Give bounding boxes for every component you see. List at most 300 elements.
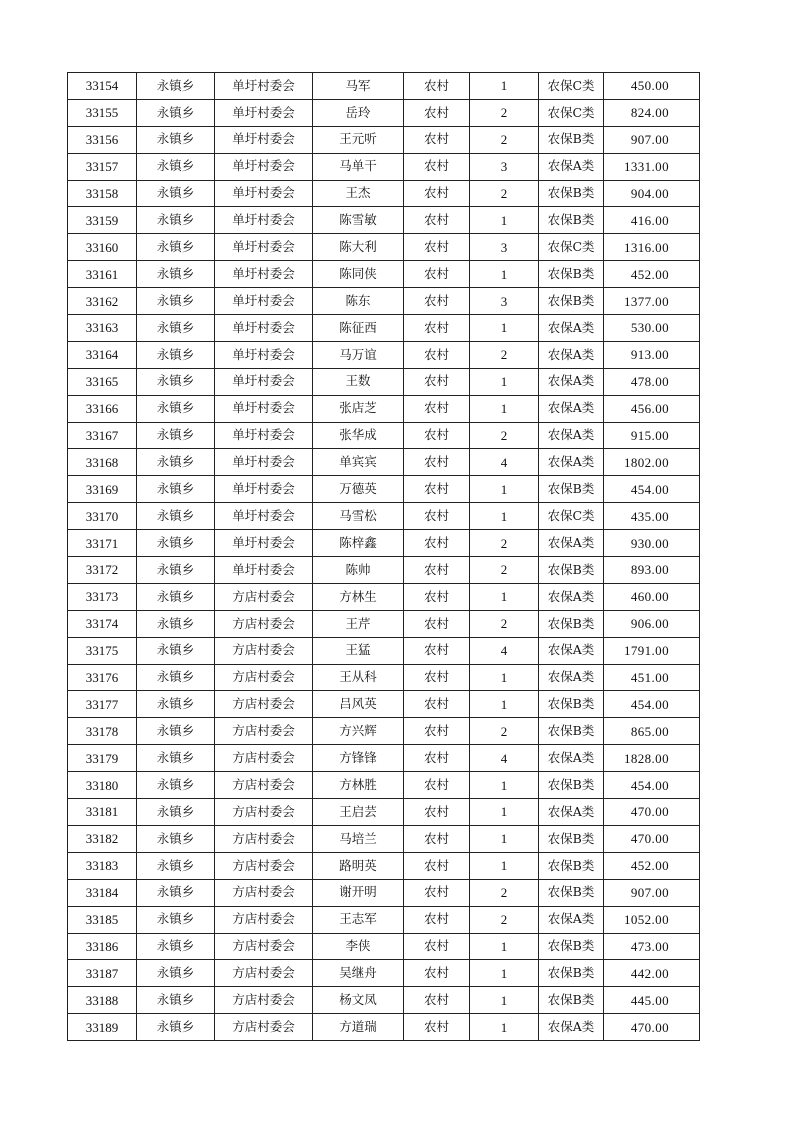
cell-record-id: 33179 (68, 745, 137, 772)
table-row (68, 906, 700, 933)
table-row (68, 422, 700, 449)
cell-family-size: 2 (470, 99, 539, 126)
cell-household-type: 农村 (404, 180, 470, 207)
cell-family-size: 1 (470, 664, 539, 691)
cell-person-name: 马军 (313, 73, 404, 100)
cell-village-committee: 单圩村委会 (215, 180, 313, 207)
cell-family-size: 1 (470, 261, 539, 288)
cell-person-name: 马万谊 (313, 341, 404, 368)
cell-household-type: 农村 (404, 341, 470, 368)
cell-person-name: 陈雪敏 (313, 207, 404, 234)
cell-township: 永镇乡 (137, 718, 215, 745)
cell-township: 永镇乡 (137, 610, 215, 637)
cell-township: 永镇乡 (137, 583, 215, 610)
cell-insurance-category: 农保A类 (539, 368, 604, 395)
cell-household-type: 农村 (404, 503, 470, 530)
cell-village-committee: 单圩村委会 (215, 234, 313, 261)
cell-amount: 1791.00 (604, 637, 700, 664)
cell-person-name: 王杰 (313, 180, 404, 207)
cell-township: 永镇乡 (137, 126, 215, 153)
cell-insurance-category: 农保B类 (539, 476, 604, 503)
cell-amount: 454.00 (604, 691, 700, 718)
cell-family-size: 1 (470, 207, 539, 234)
cell-township: 永镇乡 (137, 207, 215, 234)
cell-township: 永镇乡 (137, 1014, 215, 1041)
cell-village-committee: 方店村委会 (215, 583, 313, 610)
cell-insurance-category: 农保B类 (539, 691, 604, 718)
table-row (68, 1014, 700, 1041)
cell-insurance-category: 农保B类 (539, 879, 604, 906)
table-row (68, 288, 700, 315)
table-row (68, 799, 700, 826)
cell-insurance-category: 农保B类 (539, 933, 604, 960)
cell-record-id: 33188 (68, 987, 137, 1014)
cell-person-name: 路明英 (313, 852, 404, 879)
cell-township: 永镇乡 (137, 261, 215, 288)
cell-insurance-category: 农保C类 (539, 73, 604, 100)
table-body (68, 73, 700, 1041)
cell-amount: 824.00 (604, 99, 700, 126)
cell-amount: 1828.00 (604, 745, 700, 772)
cell-village-committee: 单圩村委会 (215, 368, 313, 395)
cell-record-id: 33189 (68, 1014, 137, 1041)
cell-person-name: 方锋锋 (313, 745, 404, 772)
cell-person-name: 马单干 (313, 153, 404, 180)
cell-township: 永镇乡 (137, 637, 215, 664)
cell-village-committee: 单圩村委会 (215, 288, 313, 315)
cell-amount: 930.00 (604, 530, 700, 557)
cell-amount: 530.00 (604, 315, 700, 342)
cell-insurance-category: 农保A类 (539, 906, 604, 933)
data-table (67, 72, 700, 1041)
cell-household-type: 农村 (404, 261, 470, 288)
cell-record-id: 33175 (68, 637, 137, 664)
cell-household-type: 农村 (404, 99, 470, 126)
cell-record-id: 33160 (68, 234, 137, 261)
cell-household-type: 农村 (404, 960, 470, 987)
cell-family-size: 2 (470, 126, 539, 153)
cell-township: 永镇乡 (137, 557, 215, 584)
cell-household-type: 农村 (404, 610, 470, 637)
cell-person-name: 陈梓鑫 (313, 530, 404, 557)
cell-village-committee: 方店村委会 (215, 745, 313, 772)
cell-record-id: 33184 (68, 879, 137, 906)
cell-village-committee: 单圩村委会 (215, 341, 313, 368)
cell-household-type: 农村 (404, 395, 470, 422)
cell-amount: 907.00 (604, 879, 700, 906)
cell-village-committee: 方店村委会 (215, 664, 313, 691)
cell-village-committee: 单圩村委会 (215, 207, 313, 234)
cell-insurance-category: 农保A类 (539, 530, 604, 557)
cell-insurance-category: 农保A类 (539, 745, 604, 772)
cell-insurance-category: 农保A类 (539, 449, 604, 476)
cell-township: 永镇乡 (137, 879, 215, 906)
table-row (68, 126, 700, 153)
cell-family-size: 4 (470, 745, 539, 772)
table-row (68, 772, 700, 799)
cell-township: 永镇乡 (137, 449, 215, 476)
cell-household-type: 农村 (404, 530, 470, 557)
cell-amount: 865.00 (604, 718, 700, 745)
table-row (68, 180, 700, 207)
cell-amount: 450.00 (604, 73, 700, 100)
cell-township: 永镇乡 (137, 745, 215, 772)
cell-family-size: 1 (470, 583, 539, 610)
cell-household-type: 农村 (404, 583, 470, 610)
cell-family-size: 1 (470, 852, 539, 879)
cell-household-type: 农村 (404, 126, 470, 153)
cell-person-name: 杨文凤 (313, 987, 404, 1014)
cell-household-type: 农村 (404, 906, 470, 933)
cell-household-type: 农村 (404, 234, 470, 261)
cell-family-size: 1 (470, 960, 539, 987)
cell-record-id: 33162 (68, 288, 137, 315)
cell-amount: 1802.00 (604, 449, 700, 476)
cell-person-name: 谢开明 (313, 879, 404, 906)
table-row (68, 664, 700, 691)
cell-insurance-category: 农保B类 (539, 207, 604, 234)
cell-amount: 1316.00 (604, 234, 700, 261)
cell-village-committee: 单圩村委会 (215, 73, 313, 100)
table-row (68, 637, 700, 664)
cell-record-id: 33157 (68, 153, 137, 180)
table-row (68, 395, 700, 422)
cell-township: 永镇乡 (137, 288, 215, 315)
cell-village-committee: 方店村委会 (215, 637, 313, 664)
cell-family-size: 1 (470, 933, 539, 960)
cell-township: 永镇乡 (137, 422, 215, 449)
cell-insurance-category: 农保B类 (539, 557, 604, 584)
cell-insurance-category: 农保B类 (539, 261, 604, 288)
cell-insurance-category: 农保B类 (539, 610, 604, 637)
cell-record-id: 33177 (68, 691, 137, 718)
cell-amount: 893.00 (604, 557, 700, 584)
cell-person-name: 岳玲 (313, 99, 404, 126)
cell-township: 永镇乡 (137, 530, 215, 557)
cell-household-type: 农村 (404, 153, 470, 180)
cell-family-size: 1 (470, 315, 539, 342)
cell-record-id: 33164 (68, 341, 137, 368)
cell-person-name: 王芹 (313, 610, 404, 637)
cell-village-committee: 单圩村委会 (215, 503, 313, 530)
cell-person-name: 马雪松 (313, 503, 404, 530)
cell-insurance-category: 农保A类 (539, 583, 604, 610)
cell-village-committee: 方店村委会 (215, 906, 313, 933)
cell-family-size: 1 (470, 772, 539, 799)
table-row (68, 987, 700, 1014)
cell-township: 永镇乡 (137, 664, 215, 691)
cell-person-name: 马培兰 (313, 825, 404, 852)
cell-family-size: 1 (470, 799, 539, 826)
cell-record-id: 33180 (68, 772, 137, 799)
cell-amount: 915.00 (604, 422, 700, 449)
cell-family-size: 2 (470, 180, 539, 207)
cell-township: 永镇乡 (137, 315, 215, 342)
cell-township: 永镇乡 (137, 341, 215, 368)
cell-person-name: 王数 (313, 368, 404, 395)
cell-person-name: 陈东 (313, 288, 404, 315)
cell-village-committee: 单圩村委会 (215, 315, 313, 342)
cell-amount: 442.00 (604, 960, 700, 987)
cell-township: 永镇乡 (137, 476, 215, 503)
cell-household-type: 农村 (404, 557, 470, 584)
cell-insurance-category: 农保B类 (539, 772, 604, 799)
cell-household-type: 农村 (404, 745, 470, 772)
table-row (68, 341, 700, 368)
cell-family-size: 1 (470, 1014, 539, 1041)
cell-family-size: 1 (470, 476, 539, 503)
cell-township: 永镇乡 (137, 691, 215, 718)
cell-village-committee: 方店村委会 (215, 825, 313, 852)
cell-insurance-category: 农保B类 (539, 960, 604, 987)
cell-record-id: 33154 (68, 73, 137, 100)
cell-family-size: 3 (470, 288, 539, 315)
table-row (68, 476, 700, 503)
cell-record-id: 33159 (68, 207, 137, 234)
cell-person-name: 王从科 (313, 664, 404, 691)
cell-township: 永镇乡 (137, 503, 215, 530)
cell-amount: 904.00 (604, 180, 700, 207)
cell-household-type: 农村 (404, 664, 470, 691)
cell-record-id: 33170 (68, 503, 137, 530)
cell-township: 永镇乡 (137, 234, 215, 261)
cell-family-size: 1 (470, 368, 539, 395)
cell-township: 永镇乡 (137, 73, 215, 100)
cell-insurance-category: 农保A类 (539, 153, 604, 180)
cell-insurance-category: 农保B类 (539, 825, 604, 852)
cell-village-committee: 单圩村委会 (215, 476, 313, 503)
table-row (68, 99, 700, 126)
table-row (68, 825, 700, 852)
cell-record-id: 33172 (68, 557, 137, 584)
cell-record-id: 33167 (68, 422, 137, 449)
cell-township: 永镇乡 (137, 180, 215, 207)
cell-household-type: 农村 (404, 637, 470, 664)
cell-household-type: 农村 (404, 288, 470, 315)
cell-township: 永镇乡 (137, 906, 215, 933)
cell-household-type: 农村 (404, 987, 470, 1014)
table-row (68, 73, 700, 100)
cell-amount: 454.00 (604, 772, 700, 799)
cell-village-committee: 单圩村委会 (215, 261, 313, 288)
cell-amount: 456.00 (604, 395, 700, 422)
cell-village-committee: 单圩村委会 (215, 153, 313, 180)
cell-record-id: 33173 (68, 583, 137, 610)
cell-family-size: 1 (470, 825, 539, 852)
cell-family-size: 4 (470, 637, 539, 664)
cell-record-id: 33176 (68, 664, 137, 691)
cell-record-id: 33161 (68, 261, 137, 288)
cell-township: 永镇乡 (137, 825, 215, 852)
cell-household-type: 农村 (404, 852, 470, 879)
cell-household-type: 农村 (404, 825, 470, 852)
table-row (68, 852, 700, 879)
table-row (68, 610, 700, 637)
cell-village-committee: 单圩村委会 (215, 126, 313, 153)
cell-insurance-category: 农保A类 (539, 315, 604, 342)
cell-record-id: 33168 (68, 449, 137, 476)
cell-village-committee: 方店村委会 (215, 852, 313, 879)
cell-village-committee: 单圩村委会 (215, 557, 313, 584)
cell-person-name: 张店芝 (313, 395, 404, 422)
cell-person-name: 李侠 (313, 933, 404, 960)
cell-insurance-category: 农保C类 (539, 503, 604, 530)
cell-amount: 1377.00 (604, 288, 700, 315)
cell-amount: 1331.00 (604, 153, 700, 180)
cell-insurance-category: 农保A类 (539, 637, 604, 664)
cell-record-id: 33158 (68, 180, 137, 207)
cell-record-id: 33166 (68, 395, 137, 422)
table-row (68, 207, 700, 234)
cell-record-id: 33156 (68, 126, 137, 153)
cell-record-id: 33185 (68, 906, 137, 933)
cell-family-size: 1 (470, 987, 539, 1014)
cell-household-type: 农村 (404, 1014, 470, 1041)
cell-record-id: 33169 (68, 476, 137, 503)
cell-household-type: 农村 (404, 422, 470, 449)
cell-record-id: 33174 (68, 610, 137, 637)
cell-amount: 454.00 (604, 476, 700, 503)
cell-amount: 416.00 (604, 207, 700, 234)
cell-person-name: 王志军 (313, 906, 404, 933)
cell-person-name: 方道瑞 (313, 1014, 404, 1041)
cell-insurance-category: 农保A类 (539, 1014, 604, 1041)
cell-family-size: 2 (470, 718, 539, 745)
table-row (68, 315, 700, 342)
cell-person-name: 王元听 (313, 126, 404, 153)
table-row (68, 503, 700, 530)
cell-insurance-category: 农保B类 (539, 852, 604, 879)
cell-record-id: 33183 (68, 852, 137, 879)
cell-amount: 473.00 (604, 933, 700, 960)
cell-person-name: 王猛 (313, 637, 404, 664)
cell-record-id: 33171 (68, 530, 137, 557)
cell-record-id: 33165 (68, 368, 137, 395)
cell-township: 永镇乡 (137, 960, 215, 987)
cell-household-type: 农村 (404, 691, 470, 718)
cell-family-size: 2 (470, 879, 539, 906)
cell-amount: 907.00 (604, 126, 700, 153)
cell-amount: 470.00 (604, 1014, 700, 1041)
cell-family-size: 2 (470, 557, 539, 584)
cell-family-size: 2 (470, 530, 539, 557)
cell-village-committee: 方店村委会 (215, 799, 313, 826)
cell-township: 永镇乡 (137, 395, 215, 422)
cell-village-committee: 方店村委会 (215, 879, 313, 906)
table-row (68, 557, 700, 584)
cell-township: 永镇乡 (137, 852, 215, 879)
table-row (68, 530, 700, 557)
cell-person-name: 方林生 (313, 583, 404, 610)
cell-insurance-category: 农保B类 (539, 718, 604, 745)
cell-insurance-category: 农保B类 (539, 126, 604, 153)
cell-record-id: 33182 (68, 825, 137, 852)
table-row (68, 261, 700, 288)
cell-amount: 906.00 (604, 610, 700, 637)
cell-person-name: 方兴辉 (313, 718, 404, 745)
table-row (68, 879, 700, 906)
cell-family-size: 2 (470, 906, 539, 933)
table-row (68, 583, 700, 610)
table-row (68, 718, 700, 745)
cell-person-name: 张华成 (313, 422, 404, 449)
cell-record-id: 33181 (68, 799, 137, 826)
cell-record-id: 33155 (68, 99, 137, 126)
table-row (68, 234, 700, 261)
cell-person-name: 陈帅 (313, 557, 404, 584)
cell-township: 永镇乡 (137, 153, 215, 180)
cell-family-size: 2 (470, 610, 539, 637)
cell-village-committee: 方店村委会 (215, 772, 313, 799)
cell-village-committee: 方店村委会 (215, 691, 313, 718)
cell-village-committee: 单圩村委会 (215, 530, 313, 557)
cell-family-size: 1 (470, 503, 539, 530)
cell-village-committee: 方店村委会 (215, 933, 313, 960)
cell-household-type: 农村 (404, 718, 470, 745)
cell-village-committee: 方店村委会 (215, 610, 313, 637)
cell-family-size: 1 (470, 73, 539, 100)
cell-household-type: 农村 (404, 476, 470, 503)
cell-person-name: 吕风英 (313, 691, 404, 718)
cell-village-committee: 方店村委会 (215, 987, 313, 1014)
cell-person-name: 万德英 (313, 476, 404, 503)
cell-household-type: 农村 (404, 772, 470, 799)
cell-insurance-category: 农保A类 (539, 799, 604, 826)
cell-amount: 478.00 (604, 368, 700, 395)
cell-township: 永镇乡 (137, 772, 215, 799)
cell-person-name: 单宾宾 (313, 449, 404, 476)
cell-village-committee: 单圩村委会 (215, 449, 313, 476)
table-row (68, 960, 700, 987)
cell-household-type: 农村 (404, 368, 470, 395)
cell-household-type: 农村 (404, 73, 470, 100)
table-row (68, 153, 700, 180)
cell-village-committee: 方店村委会 (215, 960, 313, 987)
cell-amount: 460.00 (604, 583, 700, 610)
cell-family-size: 3 (470, 234, 539, 261)
cell-insurance-category: 农保A类 (539, 422, 604, 449)
cell-family-size: 2 (470, 422, 539, 449)
cell-amount: 452.00 (604, 852, 700, 879)
cell-household-type: 农村 (404, 799, 470, 826)
cell-insurance-category: 农保B类 (539, 288, 604, 315)
cell-township: 永镇乡 (137, 987, 215, 1014)
cell-insurance-category: 农保C类 (539, 99, 604, 126)
cell-family-size: 2 (470, 341, 539, 368)
table-row (68, 449, 700, 476)
cell-amount: 1052.00 (604, 906, 700, 933)
cell-insurance-category: 农保B类 (539, 987, 604, 1014)
cell-amount: 451.00 (604, 664, 700, 691)
cell-family-size: 1 (470, 691, 539, 718)
cell-person-name: 王启芸 (313, 799, 404, 826)
cell-village-committee: 单圩村委会 (215, 99, 313, 126)
cell-village-committee: 方店村委会 (215, 1014, 313, 1041)
cell-amount: 470.00 (604, 825, 700, 852)
cell-person-name: 陈同侠 (313, 261, 404, 288)
cell-amount: 470.00 (604, 799, 700, 826)
cell-person-name: 吴继舟 (313, 960, 404, 987)
cell-village-committee: 单圩村委会 (215, 395, 313, 422)
cell-insurance-category: 农保B类 (539, 180, 604, 207)
cell-household-type: 农村 (404, 207, 470, 234)
cell-amount: 445.00 (604, 987, 700, 1014)
table-row (68, 933, 700, 960)
cell-record-id: 33187 (68, 960, 137, 987)
cell-amount: 452.00 (604, 261, 700, 288)
cell-family-size: 3 (470, 153, 539, 180)
cell-township: 永镇乡 (137, 99, 215, 126)
